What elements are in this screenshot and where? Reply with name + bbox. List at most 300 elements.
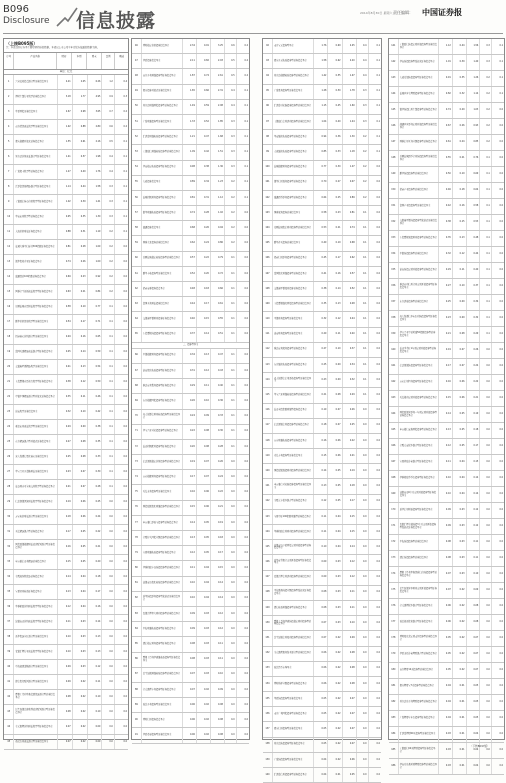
value-cell: 0.31	[182, 363, 196, 378]
fund-name: 长城积极增利债券型证券投资基金	[141, 190, 182, 205]
value-cell: 1.77	[72, 90, 87, 105]
value-cell: 0.0	[480, 679, 492, 695]
value-cell: 1.97	[342, 69, 356, 84]
row-index: 135	[263, 692, 272, 707]
fund-name: 交银施罗德纯债债券型发起式证券投资基金	[398, 215, 438, 231]
value-cell: 0.0	[368, 190, 381, 205]
fund-name: 嘉实稳健开放式证券投资基金	[14, 135, 57, 150]
table-row	[4, 555, 128, 570]
table-row	[389, 87, 504, 103]
table-row	[389, 583, 504, 599]
value-cell: 0.1	[480, 167, 492, 183]
row-index: 110	[263, 312, 272, 327]
value-cell: 0.0	[114, 705, 128, 720]
value-cell: 0.08	[452, 327, 466, 343]
fund-name: 博时主题行业股票证券投资基金	[14, 90, 57, 105]
value-cell: 0.32	[314, 312, 328, 327]
value-cell: 2.67	[57, 105, 72, 120]
value-cell: 0.11	[466, 535, 480, 551]
fund-name: 上投摩根双债增利债券型证券投资基金	[398, 231, 438, 247]
value-cell: 0.0	[368, 464, 381, 479]
value-cell: 0.07	[196, 470, 210, 485]
value-cell: 0.08	[466, 599, 480, 615]
fund-name: 华泰柏瑞信用增利债券型证券投资基金	[272, 525, 313, 540]
value-cell: 0.43	[210, 363, 224, 378]
value-cell: 0.65	[87, 330, 102, 345]
value-cell: 0.03	[452, 535, 466, 551]
row-index: 168	[389, 471, 398, 487]
value-cell: 0.35	[57, 390, 72, 405]
fund-name: 招商产业债券型证券投资基金	[398, 183, 438, 199]
fund-name: 鹏华普天债券证券投资基金	[272, 236, 313, 251]
fund-name: 中银纯债债券型证券投资基金	[398, 247, 438, 263]
value-cell: 0.05	[72, 540, 87, 555]
value-cell: 0.0	[114, 420, 128, 435]
value-cell: 0.57	[342, 266, 356, 281]
value-cell: 0.0	[491, 455, 504, 471]
value-cell: 0.89	[182, 175, 196, 190]
fund-name: 万家信用恒利债券型证券投资基金	[398, 375, 438, 391]
value-cell: 0.09	[196, 409, 210, 424]
value-cell: 0.03	[452, 503, 466, 519]
value-cell: 0.0	[368, 570, 381, 585]
fund-name: 国投瑞银双债增利债券型证券投资基金	[272, 464, 313, 479]
value-cell: 0.16	[314, 433, 328, 448]
value-cell: 0.37	[466, 279, 480, 295]
value-cell: 0.1	[224, 266, 236, 281]
value-cell: 0.03	[328, 616, 342, 631]
value-cell: 0.29	[57, 420, 72, 435]
value-cell: 0.66	[196, 84, 210, 99]
value-cell: 0.03	[196, 667, 210, 682]
value-cell: 0.1	[480, 295, 492, 311]
fund-name: 广发纯债债券型证券投资基金	[272, 752, 313, 767]
table-row	[263, 692, 381, 707]
row-index: 45	[4, 735, 14, 750]
table-row	[132, 54, 249, 69]
value-cell: 0.1	[480, 327, 492, 343]
value-cell: 0.07	[182, 682, 196, 697]
value-cell: 0.0	[236, 698, 249, 713]
table-row	[389, 503, 504, 519]
table-row	[4, 360, 128, 375]
table-row	[132, 327, 249, 342]
fund-name: 华夏债券投资基金	[141, 54, 182, 69]
fund-name: 华泰柏瑞价值增长股票型证券投资基金	[14, 600, 57, 615]
table-row	[389, 711, 504, 727]
value-cell: 0.09	[182, 606, 196, 621]
table-row	[4, 585, 128, 600]
value-cell: 0.12	[314, 494, 328, 509]
value-cell: 0.0	[356, 585, 368, 600]
value-cell: 0.0	[491, 199, 504, 215]
value-cell: 0.1	[356, 312, 368, 327]
value-cell: 0.10	[72, 405, 87, 420]
fund-name: 天弘永利债券型证券投资基金	[141, 485, 182, 500]
value-cell: 1.33	[182, 114, 196, 129]
value-cell: 0.2	[356, 130, 368, 145]
value-cell: 0.46	[87, 390, 102, 405]
table-row	[4, 150, 128, 165]
row-index: 87	[132, 667, 141, 682]
value-cell: 0.12	[342, 570, 356, 585]
value-cell: 0.12	[182, 546, 196, 561]
fund-name: 华安纯债债券型发起式证券投资基金	[398, 55, 438, 71]
table-row	[132, 114, 249, 129]
value-cell: 0.08	[314, 585, 328, 600]
value-cell: 0.04	[328, 509, 342, 524]
value-cell: 0.27	[57, 435, 72, 450]
table-row	[389, 167, 504, 183]
row-index: 13	[4, 255, 14, 270]
table-row	[263, 449, 381, 464]
value-cell: 0.0	[114, 735, 128, 750]
value-cell: 0.0	[480, 535, 492, 551]
value-cell: 0.40	[210, 379, 224, 394]
table-row	[263, 282, 381, 297]
table-row	[4, 600, 128, 615]
value-cell: 0.48	[466, 231, 480, 247]
table-row	[263, 190, 381, 205]
value-cell: 0.11	[72, 390, 87, 405]
value-cell: 0.26	[466, 343, 480, 359]
table-row	[132, 160, 249, 175]
value-cell: 0.0	[356, 449, 368, 464]
row-index: 116	[263, 403, 272, 418]
value-cell: 0.0	[491, 583, 504, 599]
table-row	[389, 247, 504, 263]
value-cell: 0.31	[196, 190, 210, 205]
value-cell: 2.11	[182, 54, 196, 69]
page-code: B096	[3, 4, 29, 15]
value-cell: 0.26	[182, 394, 196, 409]
row-index: 29	[4, 495, 14, 510]
value-cell: 0.09	[57, 675, 72, 690]
value-cell: 0.0	[356, 768, 368, 783]
row-index: 101	[263, 175, 272, 190]
value-cell: 0.0	[356, 494, 368, 509]
value-cell: 0.05	[196, 546, 210, 561]
value-cell: 0.04	[328, 525, 342, 540]
value-cell: 0.22	[210, 485, 224, 500]
value-cell: 0.74	[196, 69, 210, 84]
value-cell: 0.92	[87, 270, 102, 285]
value-cell: 0.02	[328, 707, 342, 722]
value-cell: 0.0	[368, 175, 381, 190]
fund-name: 上投摩根纯债债券型证券投资基金	[141, 327, 182, 342]
table-row	[263, 130, 381, 145]
row-index: 75	[132, 485, 141, 500]
fund-name: 国泰金龙债券证券投资基金	[141, 236, 182, 251]
row-index: 129	[263, 600, 272, 615]
value-cell: 0.05	[314, 722, 328, 737]
fund-name: 建信收益增强债券型证券投资基金	[272, 600, 313, 615]
column-1	[3, 38, 129, 743]
value-cell: 1.07	[342, 160, 356, 175]
fund-name: 嘉实多元收益债券型证券投资基金	[272, 54, 313, 69]
value-cell: 0.64	[466, 183, 480, 199]
row-index: 27	[4, 465, 14, 480]
value-cell: 0.5	[224, 69, 236, 84]
value-cell: 2.93	[210, 54, 224, 69]
value-cell: 0.08	[182, 652, 196, 667]
value-cell: 0.2	[480, 135, 492, 151]
value-cell: 0.03	[328, 555, 342, 570]
value-cell: 1.30	[342, 130, 356, 145]
value-cell: 0.04	[72, 585, 87, 600]
value-cell: 0.45	[328, 99, 342, 114]
table-row	[132, 546, 249, 561]
value-cell: 0.76	[466, 151, 480, 167]
value-cell: 0.18	[314, 418, 328, 433]
fund-name: 诺安纯债定期开放债券型证券投资基金	[398, 263, 438, 279]
value-cell: 0.11	[314, 525, 328, 540]
table-row	[4, 345, 128, 360]
fund-name: 嘉实信用债券型证券投资基金	[272, 722, 313, 737]
value-cell: 1.41	[87, 195, 102, 210]
value-cell: 0.18	[57, 510, 72, 525]
row-index: 38	[4, 630, 14, 645]
newspaper-logo: 中国证券报	[422, 7, 462, 17]
value-cell: 0.1	[491, 87, 504, 103]
value-cell: 0.06	[72, 510, 87, 525]
value-cell: 0.08	[57, 705, 72, 720]
value-cell: 0.98	[182, 160, 196, 175]
fund-name: 摩根士丹利华鑫优质信价纯债债券型证券投资基金	[398, 567, 438, 583]
fund-name: 光大保德信信用添益债券型证券投资基金	[272, 373, 313, 388]
value-cell: 1.87	[182, 69, 196, 84]
value-cell: 0.0	[102, 525, 114, 540]
fund-name: 广发聚利债券型证券投资基金	[272, 84, 313, 99]
value-cell: 0.0	[368, 160, 381, 175]
value-cell: 0.0	[236, 682, 249, 697]
value-cell: 0.1	[224, 348, 236, 363]
table-row	[263, 342, 381, 357]
value-cell: 0.0	[114, 450, 128, 465]
row-index: 3	[4, 105, 14, 120]
fund-name: 工银瑞信60天理财债券型证券投资基金	[398, 743, 438, 759]
row-index: 47	[132, 54, 141, 69]
value-cell: 2.34	[182, 39, 196, 54]
row-index: 109	[263, 297, 272, 312]
table-row	[4, 165, 128, 180]
table-note: 注：本表仅列示各类主要财务指标的数据。本表以上市公司半年度报告披露的数据为准。	[6, 46, 100, 49]
value-cell: 0.10	[342, 616, 356, 631]
value-cell: 1.28	[314, 84, 328, 99]
value-cell: 0.1	[368, 54, 381, 69]
table-row	[389, 471, 504, 487]
value-cell: 0.0	[236, 236, 249, 251]
value-cell: 0.29	[466, 327, 480, 343]
value-cell: 0.0	[114, 585, 128, 600]
fund-name: 国泰双利债券证券投资基金	[272, 206, 313, 221]
fund-name: 金鹰持久回报分级债券型证券投资基金	[141, 531, 182, 546]
value-cell: 0.0	[491, 359, 504, 375]
table-row	[132, 470, 249, 485]
value-cell: 0.0	[368, 600, 381, 615]
value-cell: 0.0	[236, 251, 249, 266]
row-index: 178	[389, 631, 398, 647]
value-cell: 0.0	[236, 439, 249, 454]
value-cell: 0.46	[438, 183, 452, 199]
value-cell: 0.17	[87, 585, 102, 600]
value-cell: 0.1	[356, 342, 368, 357]
value-cell: 2.45	[342, 39, 356, 54]
fund-name: 华安强化收益债券型证券投资基金	[272, 130, 313, 145]
value-cell: 0.34	[342, 357, 356, 372]
value-cell: 0.40	[182, 312, 196, 327]
fund-name: 广发聚丰股票型证券投资基金	[14, 165, 57, 180]
value-cell: 0.39	[452, 55, 466, 71]
value-cell: 0.07	[57, 720, 72, 735]
value-cell: 0.7	[102, 105, 114, 120]
value-cell: 0.15	[342, 509, 356, 524]
value-cell: 0.89	[342, 190, 356, 205]
value-cell: 0.1	[491, 39, 504, 55]
row-index: 136	[263, 707, 272, 722]
table-row	[263, 114, 381, 129]
value-cell: 0.42	[438, 199, 452, 215]
value-cell: 0.0	[480, 615, 492, 631]
value-cell: 1.03	[466, 103, 480, 119]
value-cell: 0.15	[438, 391, 452, 407]
table-row	[132, 394, 249, 409]
value-cell: 0.07	[452, 359, 466, 375]
fund-name: 万家增强收益债券型证券投资基金	[272, 433, 313, 448]
issue-date: 2014年8月30日 星期六	[360, 11, 393, 15]
value-cell: 0.14	[72, 345, 87, 360]
row-index: 25	[4, 435, 14, 450]
value-cell: 0.0	[236, 363, 249, 378]
value-cell: 0.06	[452, 375, 466, 391]
value-cell: 0.0	[236, 561, 249, 576]
value-cell: 0.25	[328, 190, 342, 205]
value-cell: 0.02	[328, 737, 342, 752]
value-cell: 0.02	[328, 692, 342, 707]
table-row	[263, 327, 381, 342]
table-row	[4, 210, 128, 225]
value-cell: 0.34	[196, 175, 210, 190]
value-cell: 0.0	[102, 675, 114, 690]
table-row	[389, 279, 504, 295]
fund-name: 嘉实理财宝7天债券型证券投资基金	[398, 679, 438, 695]
value-cell: 0.05	[314, 692, 328, 707]
row-index: 48	[132, 69, 141, 84]
fund-name: 招商安泰债券投资基金	[141, 282, 182, 297]
fund-name: 招商信用添利债券型证券投资基金	[272, 251, 313, 266]
row-index: 163	[389, 391, 398, 407]
value-cell: 0.0	[368, 661, 381, 676]
value-cell: 0.30	[210, 424, 224, 439]
value-cell: 0.2	[114, 105, 128, 120]
value-cell: 0.1	[480, 247, 492, 263]
row-index: 37	[4, 615, 14, 630]
fund-name: 浦银安盛6个月定期开放债券型证券投资基金	[398, 487, 438, 503]
brush-stroke-icon	[56, 6, 78, 28]
table-row	[132, 69, 249, 84]
value-cell: 0.23	[438, 311, 452, 327]
table-row	[132, 221, 249, 236]
table-row	[4, 660, 128, 675]
row-index: 183	[389, 711, 398, 727]
table-row	[132, 84, 249, 99]
value-cell: 0.21	[72, 285, 87, 300]
value-cell: 0.0	[114, 405, 128, 420]
table-row	[263, 54, 381, 69]
value-cell: 0.37	[342, 342, 356, 357]
value-cell: 0.0	[114, 315, 128, 330]
value-cell: 0.04	[452, 487, 466, 503]
row-index: 95	[263, 84, 272, 99]
fund-name: 宝盈祥瑞养老混合型证券投资基金	[398, 455, 438, 471]
value-cell: 0.53	[466, 215, 480, 231]
table-row	[4, 240, 128, 255]
fund-name: 中海增强收益债券型证券投资基金	[141, 622, 182, 637]
fund-name: 富国天利增长债券投资基金	[141, 297, 182, 312]
table-row	[389, 663, 504, 679]
fund-name: 华夏希望债券型证券投资基金	[141, 728, 182, 743]
value-cell: 0.47	[196, 130, 210, 145]
value-cell: 0.0	[236, 713, 249, 728]
value-cell: 0.0	[491, 327, 504, 343]
value-cell: 0.58	[57, 300, 72, 315]
value-cell: 0.1	[102, 420, 114, 435]
value-cell: 0.0	[114, 360, 128, 375]
row-index: 127	[263, 570, 272, 585]
table-row	[389, 615, 504, 631]
table-row	[4, 405, 128, 420]
value-cell: 0.48	[182, 282, 196, 297]
value-cell: 0.0	[491, 711, 504, 727]
table-row	[389, 215, 504, 231]
masthead	[0, 0, 506, 34]
value-cell: 0.2	[102, 240, 114, 255]
value-cell: 0.11	[314, 509, 328, 524]
table-row	[4, 195, 128, 210]
value-cell: 0.0	[102, 555, 114, 570]
row-index: 138	[263, 737, 272, 752]
value-cell: 0.0	[102, 495, 114, 510]
table-row	[132, 606, 249, 621]
value-cell: 0.22	[466, 375, 480, 391]
value-cell: 0.03	[452, 567, 466, 583]
value-cell: 0.21	[452, 151, 466, 167]
value-cell: 0.82	[196, 54, 210, 69]
row-index: 148	[389, 151, 398, 167]
value-cell: 0.23	[57, 465, 72, 480]
value-cell: 0.02	[328, 722, 342, 737]
value-cell: 0.0	[480, 407, 492, 423]
value-cell: 0.0	[102, 615, 114, 630]
table-row	[132, 500, 249, 515]
value-cell: 0.25	[342, 418, 356, 433]
fund-name: 民生加银增强收益债券型证券投资基金	[141, 667, 182, 682]
continued-footnote: （下转B097版）	[470, 745, 490, 748]
value-cell: 0.22	[87, 525, 102, 540]
fund-name: 摩根士丹利华鑫强收益债券型证券投资基金	[141, 652, 182, 667]
value-cell: 0.14	[314, 464, 328, 479]
value-cell: 0.07	[342, 722, 356, 737]
table-row	[389, 263, 504, 279]
value-cell: 0.26	[72, 255, 87, 270]
value-cell: 0.0	[114, 690, 128, 705]
fund-name: 嘉实债券开放式证券投资基金	[141, 84, 182, 99]
value-cell: 0.77	[314, 160, 328, 175]
value-cell: 0.2	[480, 87, 492, 103]
value-cell: 0.44	[466, 247, 480, 263]
fund-name: 天弘精选混合型证券投资基金	[14, 525, 57, 540]
value-cell: 0.10	[87, 705, 102, 720]
